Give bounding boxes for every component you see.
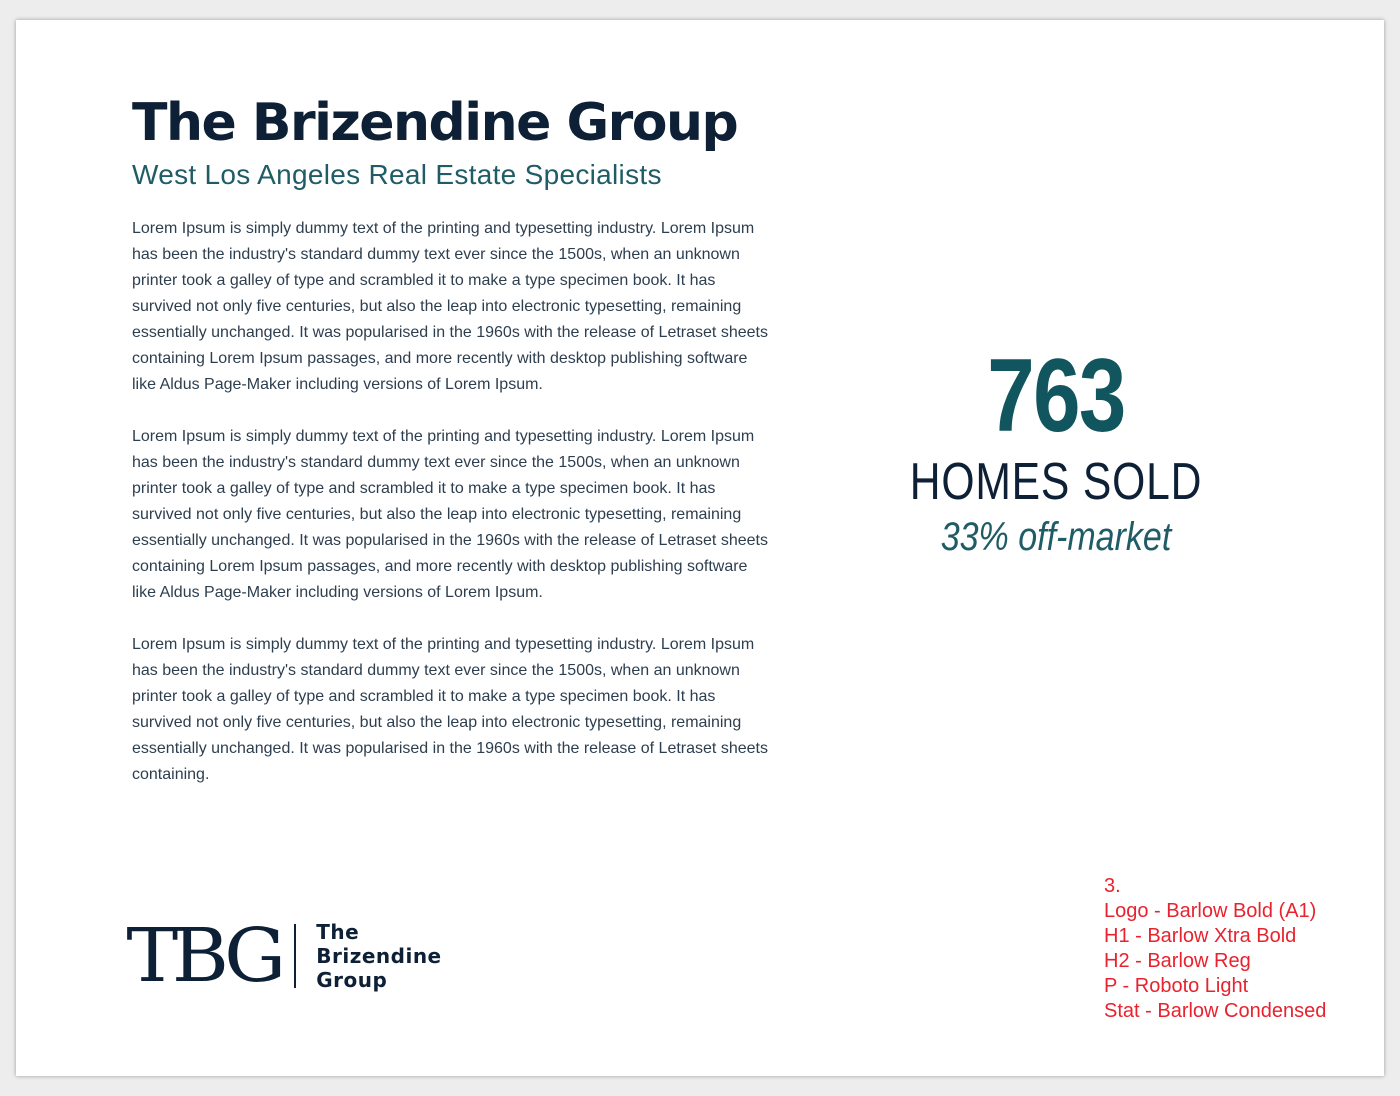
page-title: The Brizendine Group (132, 93, 738, 153)
body-text-column (132, 216, 772, 814)
body-paragraph-1: Lorem Ipsum is simply dummy text of the printing and typesetting industry. Lorem Ipsum has been the industry's standard dummy text ever since the 1500s, when an unknown printer took a galley of type and scrambled it to make a type specimen book. It has survived not only five centuries, but also the leap into electronic typesetting, remaining essentially unchanged. It was popularised in the 1960s with the release of Letraset sheets containing Lorem Ipsum passages, and more recently with desktop publishing software like Aldus Page-Maker including versions of Lorem Ipsum. (132, 220, 768, 393)
logo-divider (294, 924, 296, 988)
logo-word-3: Group (316, 968, 388, 992)
body-paragraph-3: Lorem Ipsum is simply dummy text of the printing and typesetting industry. Lorem Ipsum has been the industry's standard dummy text ever since the 1500s, when an unknown printer took a galley of type and scrambled it to make a type specimen book. It has survived not only five centuries, but also the leap into electronic typesetting, remaining essentially unchanged. It was popularised in the 1960s with the release of Letraset sheets containing. (132, 636, 768, 783)
stat-number: 763 (987, 338, 1125, 454)
logo-monogram: TBG (126, 913, 280, 999)
stat-label: HOMES SOLD (909, 453, 1203, 511)
logo-word-2: Brizendine (316, 944, 442, 968)
note-line: 3. (1104, 875, 1121, 897)
body-paragraph-2: Lorem Ipsum is simply dummy text of the printing and typesetting industry. Lorem Ipsum has been the industry's standard dummy text ever since the 1500s, when an unknown printer took a galley of type and scrambled it to make a type specimen book. It has survived not only five centuries, but also the leap into electronic typesetting, remaining essentially unchanged. It was popularised in the 1960s with the release of Letraset sheets containing Lorem Ipsum passages, and more recently with desktop publishing software like Aldus Page-Maker including versions of Lorem Ipsum. (132, 428, 768, 601)
document-page (16, 20, 1384, 1076)
note-line: Logo - Barlow Bold (A1) (1104, 900, 1317, 922)
logo-word-1: The (316, 920, 360, 944)
company-logo (126, 913, 442, 999)
logo-wordmark (316, 920, 441, 992)
page-subtitle: West Los Angeles Real Estate Specialists (132, 159, 662, 190)
note-line: P - Roboto Light (1104, 975, 1249, 997)
note-line: H2 - Barlow Reg (1104, 950, 1251, 972)
note-line: Stat - Barlow Condensed (1104, 1000, 1327, 1022)
stat-block (846, 340, 1266, 562)
typography-notes (1104, 874, 1326, 1024)
stat-subtext: 33% off-market (940, 515, 1172, 559)
note-line: H1 - Barlow Xtra Bold (1104, 925, 1297, 947)
